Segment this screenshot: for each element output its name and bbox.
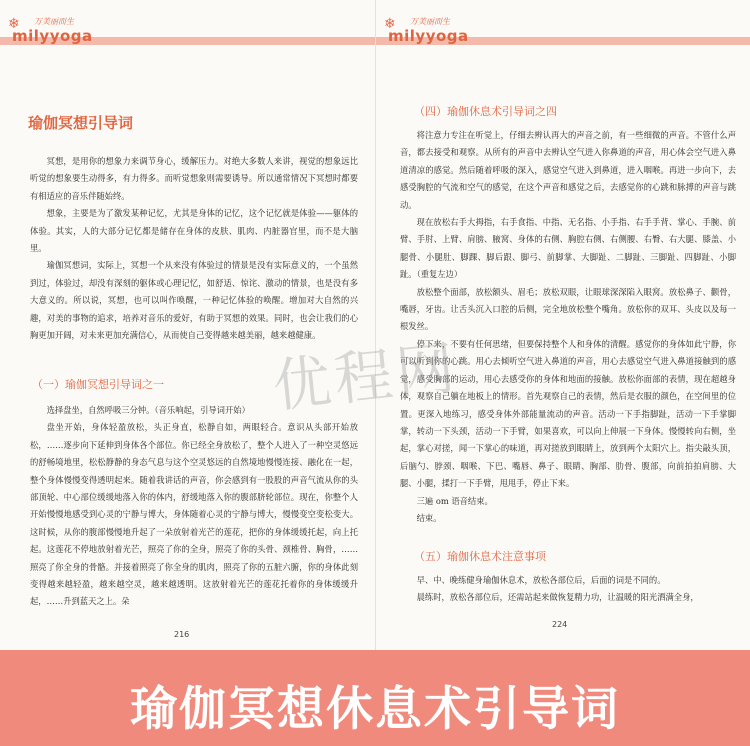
section1-text [30, 402, 358, 611]
paragraph: 现在放松右手大拇指，右手食指、中指、无名指、小手指、右手手背、掌心、手腕、前臂、手肘、上臂、肩膀、腋窝、身体的右侧、胸腔右侧、右侧腰、右臀、右大腿、膝盖、小腿骨、小腿肚、脚踝、脚后跟、脚弓、前脚掌、大脚趾、二脚趾、三脚趾、四脚趾、小脚趾。（重复左边） [400, 217, 736, 280]
intro-text [30, 153, 358, 344]
paragraph: 晨练时，放松各部位后，还需站起来做恢复精力功，让温暖的阳光洒满全身， [416, 592, 699, 603]
title-banner [0, 650, 750, 746]
logo [8, 14, 128, 50]
section-title: （四）瑜伽休息术引导词之四 [414, 105, 557, 118]
section5-text [400, 572, 736, 607]
logo-brand: milyyoga [388, 27, 469, 45]
section-title: （五）瑜伽休息术注意事项 [414, 550, 546, 563]
paragraph: 将注意力专注在听觉上，仔细去辨认再大的声音之前，有一些细微的声音。不管什么声音，都去接受和观察。从所有的声音中去辨认空气进入你鼻道的声音，用心体会空气进入鼻道清凉的感觉。然后随着呼吸的深入，感觉空气进入到鼻道，进入咽喉。再进一步向下，去感受胸腔的气流和空气的感觉，在这个声音和感觉之后，去感觉你的心跳和脉搏的声音与跳动。 [400, 130, 736, 210]
logo-tagline: 万美丽而生 [410, 17, 450, 26]
paragraph: 放松整个面部，放松额头、眉毛；放松双眼，让眼球深深陷入眼窝。放松鼻子、颧骨，嘴唇，牙齿。让舌头沉入口腔的后侧，完全地放松整个嘴角。放松你的双耳、头皮以及每一根发丝。 [400, 286, 736, 332]
left-page [0, 0, 375, 650]
page-number: 224 [552, 620, 568, 629]
paragraph: 停下来，不要有任何思绪，但要保持整个人和身体的清醒。感觉你的身体如此宁静，你可以听到你的心跳。用心去倾听空气进入鼻道的声音，用心去感觉空气进入鼻道接触到的感觉，感受胸部的运动，用心去感受你的身体和地面的接触。放松你面部的表情，现在超越身体，观察自己躺在地板上的情形。首先观察自己的表情，然后是衣服的颜色，在空间里的位置。更深入地练习，感受身体外部能量流动的声音。活动一下手指脚趾，活动一下手掌脚掌，转动一下头颈，活动一下手臂，如果喜欢，可以向上伸展一下身体。慢慢转向右侧，坐起，掌心对搓，闻一下掌心的味道，再对搓放到眼睛上，放到两个太阳穴上。指尖敲头顶，后脑勺、脖颈、咽喉、下巴、嘴唇、鼻子、眼睛、胸部、肋骨、腹部，向前拍拍肩膀、大腿、小腿，揉打一下手臂，甩甩手，停止下来。 [400, 338, 736, 489]
paragraph: 想象，主要是为了激发某种记忆，尤其是身体的记忆，这个记忆就是体验——躯体的体验。其实，人的大部分记忆都是储存在身体的皮肤、肌肉、内脏器官里，而不是大脑里。 [30, 208, 358, 254]
fan-icon: ❄ [8, 16, 20, 32]
logo-tagline: 万美丽而生 [34, 17, 74, 26]
watermark: 优程网 [269, 333, 462, 421]
page-number: 216 [174, 630, 190, 639]
paragraph: 冥想，是用你的想象力来调节身心，缓解压力。对绝大多数人来讲，视觉的想象远比听觉的想象要生动得多，有力得多。而听觉想象则需要诱导。所以通常情况下冥想时都要有相适应的音乐伴随始终。 [30, 156, 358, 201]
logo [384, 14, 504, 50]
fan-icon: ❄ [384, 16, 396, 32]
section-title: （一）瑜伽冥想引导词之一 [32, 378, 164, 391]
logo-brand: milyyoga [12, 27, 93, 45]
paragraph: 结束。 [416, 512, 442, 523]
paragraph: 早、中、晚练健身瑜伽休息术，放松各部位后，后面的词是不同的。 [416, 575, 666, 585]
banner-title: 瑜伽冥想休息术引导词 [130, 682, 620, 737]
paragraph: 选择盘坐，自然呼吸三分钟。（音乐响起，引导词开始） [46, 405, 250, 415]
page-title: 瑜伽冥想引导词 [28, 114, 134, 132]
paragraph: 盘坐开始，身体轻盈放松，头正身直，松静自如，两眼轻合。意识从头部开始放松，……逐步向下延伸到身体各个部位。你已经全身放松了，整个人进入了一种空灵悠远的舒畅境地里，松松静静的身态气息与这个空灵悠远的自然境地慢慢连接、融化在一起，整个身体慢慢变得透明起来。随着我讲话的声音，你会感到有一股股的声音气流从你的头部顶轮、中心部位缓缓地落入你的体内，舒缓地落入你的腹部脐轮部位。现在，你整个人开始慢慢地感受到心灵的宁静与博大，身体随着心灵的宁静与博大，慢慢变空变松变大。这时候，从你的腹部慢慢地升起了一朵放射着光芒的莲花，把你的身体缓缓托起，向上托起。这莲花不停地放射着光芒，照亮了你的全身，照亮了你的头骨、颈椎骨、胸骨，……照亮了你全身的骨骼。并接着照亮了你全身的肌肉，照亮了你的五脏六腑，你的身体此刻变得越来越轻盈，越来越空灵，越来越透明。这放射着光芒的莲花托着你的身体缓缓升起，……升到蓝天之上。朵 [30, 422, 358, 607]
paragraph: 三遍 om 语音结束。 [416, 495, 493, 506]
paragraph: 瑜伽冥想词，实际上，冥想一个从来没有体验过的情景是没有实际意义的，一个虽然到过，体验过，却没有深刻的躯体或心理记忆，如舒适、惊诧、激动的情景，也是没有多大意义的。所以说，冥想，也可以叫作唤醒，一种记忆体验的唤醒。增加对大自然的兴趣，对美的事物的追求，培养对音乐的爱好，有助于冥想的效果。同时，也会让我们的心胸更加开阔，对未来更加充满信心，从而使自己变得越来越美丽，越来越健康。 [30, 260, 358, 341]
